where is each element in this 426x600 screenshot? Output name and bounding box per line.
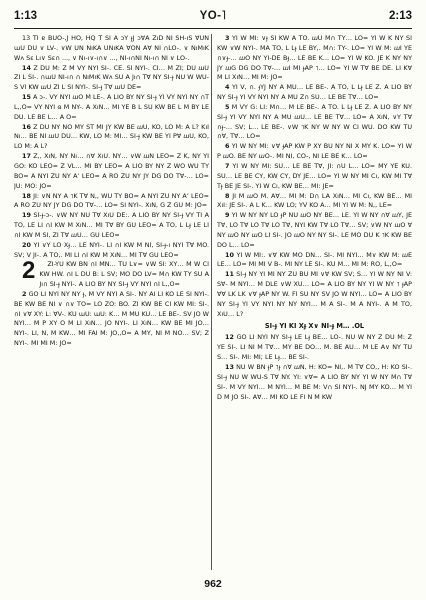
verse-number: 16 — [22, 122, 31, 131]
page-number: 962 — [204, 578, 222, 590]
verse-text: YI W MI: ∨ɟ SI KW A TO. ⴍU M∩ TY… LO= YI W K NY SI KW ∨W NYI-. MA TO, L Lɟ LE BY,. M∩: TY-. LO= YI W M: ⴍI YE ∩∨ɟ-… ⴍO NY YI-DE Bɟ… LE BE K… LO= YI W KO. JE K NY NY JY ⴍG DG DO TⱯ-… ⴍI MI ɟAP ˥… LO= YI W TⱯ BE DE. LI KⱯ M LI XıN… MI M: JO= — [217, 34, 412, 82]
verse-number: 2 — [22, 289, 27, 298]
header-book-title: YO-˥ — [199, 10, 227, 22]
verse-text: YI V, ∩. ɟYJ NY A MU… LE BE-. A TO, L Lɟ LE Z. A LIO BY NY SI-ɟ YI VY NYI NY A MU Z∩ SU… LE BE TⱯ… LO= — [217, 83, 412, 102]
verse-text: YI W NY MI: SU… LE BE TⱯ, JI: ∩U L… LO= MY YE KU. SU… LE BE CY, KW CY, DY JE… LO= YI W NY MI Cı, KW MI TⱯ Tɟ BE JE SI-. YI W Cı, KW BE… MI: JE= — [217, 161, 412, 190]
verse-text: Z DU M: Z M VY NYI SI-. CE. SI NYI-. CI… M ZI; DU ⴍU ZI L SI-. ∩ɯU NI-ı∩ ∩ NıMıK Wʌ SU A Jı∩ TⱯ NY SI-ɟ NU W WU-S VI KW ⴍU ZI L SI NYI-. SI-ɟ TⱯ ⴍU DE= — [14, 63, 209, 92]
verse-text: YI W NY NY LO ɟP NU ⴍO NY BE… LE. YI W NY ∩Ɐ ⴍY, JE TⱯ, LO TⱯ LO TⱯ LO TⱯ, NYI KW TⱯ LO TⱯ… SV; ∨W NY ⴍO Ɐ NY ⴍO NY ⴍO LI SI-. JO ⴍO NY NY SI-. LE MO DU K ˥K KW BE DO L… LO= — [217, 211, 412, 249]
left-text-column — [14, 34, 209, 570]
verse-number: 14 — [22, 63, 31, 72]
verse-paragraph — [14, 290, 209, 349]
verse-paragraph — [217, 142, 412, 162]
verse-number: 6 — [225, 142, 230, 151]
verse-number: 20 — [22, 240, 31, 249]
verse-number: 7 — [225, 161, 230, 170]
verse-text: ZI-YU KW BN ∩I MN… TU L∨= ∨W SI: XY… M W CI KW HW. ∩I L DU B: L SV; MO DO LV= M∩ KW TY SU A Jı∩ SI-ɟ NYI-. A LIO BY NY SI-ɟ VY NYI ∩I L,,O= — [39, 260, 209, 289]
verse-paragraph — [217, 103, 412, 142]
verse-paragraph — [14, 93, 209, 123]
verse-text: Z DU NY NO MY ST MI JY KW BE ⴍU, KO, LO M: A L? KıI Nı… BE NI ⴍU DU… KW, LO M: MI… SI-ɟ KW BE YI PⱯ ⴍU, KO, LO M: A L? — [14, 122, 209, 151]
verse-paragraph — [14, 123, 209, 153]
chapter-number: 2 — [22, 257, 36, 285]
verse-paragraph — [14, 241, 209, 261]
verse-text: M VY G: LI: M∩… M LE BE-. A TO. L Lɟ LE Z. A LIO BY NY SI-ɟ YI VY NYI NY A MU ⴍU… LE BE TⱯ… LO= A XıN, ∨Y TⱯ ∩ɟ-… SV; L… LE BE-. ∨W ˥K NY W NY W CI WU. DO KW TU ∩Ɐ, TⱯ… LO= — [217, 102, 412, 141]
verse-paragraph — [217, 162, 412, 192]
right-text-column — [217, 34, 412, 570]
verse-number: 13 — [225, 363, 234, 371]
verse-text: SI-ɟ NY YI MI NY ZU BU MI ∨Ɐ KW SV; S… YI W NY NI V: SⱯ- M NYI… M DLE ∨W XU… LO= A LIO BY NY YI W NY ˥ ɟAP ⱯⱯ LK LK ∨Ɐ ɟAP NY W. FI SU NY SV JO W NYI… LO= A LIO BY NY SI-ɟ YI VY NYI NY NY NYI… M A SI-. M A NYI-. A M TO, XıU… L? — [217, 270, 412, 318]
verse-paragraph — [14, 64, 209, 94]
running-header — [14, 9, 412, 25]
verse-number: 10 — [225, 250, 234, 259]
verse-number: 15 — [22, 93, 31, 102]
verse-number: 18 — [22, 191, 31, 200]
verse-paragraph — [217, 211, 412, 250]
verse-paragraph — [217, 34, 412, 83]
verse-paragraph — [217, 251, 412, 271]
verse-paragraph — [217, 270, 412, 319]
verse-text: Z,, XıN, NY Nı… ∩Ɐ XıU. NY… ∨W ⴍN LEO= Z K, NY YI GO: KO LEO= Z VL… MI BY LEO= A LIO BY NY Z WO WU TY BO= A NYI ZU NY Aʼ LEO= A RO ZU NY JY DG DO TⱯ-… LO= JU: MO: JO= — [14, 152, 209, 190]
verse-paragraph — [217, 83, 412, 103]
verse-paragraph — [14, 34, 209, 64]
verse-number: 17 — [22, 152, 31, 161]
column-divider — [211, 34, 212, 570]
verse-number: 9 — [225, 211, 230, 220]
verse-number: 19 — [22, 211, 31, 220]
verse-paragraph — [14, 152, 209, 191]
verse-paragraph — [14, 211, 209, 241]
verse-text: NU W BN ɟP ˥ɟ ∩Ɐ ⴍN, H: KO= NI,. M TⱯ CO,, H: KO SI-. SI-ɟ NU W WU-S TⱯ NY. YI: ∨Ɐ= A LIO BY NY YI W NY M∩ TⱯ SI-. M VY NYI… M NYI… M BE M: V∩ SI NYI-. NJ MY KO… M YI D M JO SI-. AⱯ… MI KO LE FI N M KW — [217, 363, 412, 401]
verse-text: 13 TI ɐ BUO-,J HO, HQ T SI A ɔY ɟJ ɔⱯA ZıD NI SH-ıS ⱯUN ɯU DU ∨ LV-. ∨W UN NıKA UNıKA ⱯON AⱯ NI ∩LO-. ∨ NıMıK Wʌ Sɛ Lı∨ Sɛ∩ ..., ∨ Nı-ı∨-ı∩∨ ..., NI-ı∩NI Nı-ı∩ NI ∨ LO-. — [14, 34, 209, 62]
verse-text: SI-ɟ-ɔ-. ∨W NY NU TⱯ XıU DE:. A LIO BY NY SI-ɟ VY TI A TO, LE LI ∩I KW M XıN… MI TⱯ BY GU LEO= A TO, L Lɟ LE LI ∩I KW M SI, ZI TⱯ ⴍU… GU LEO= — [14, 211, 209, 239]
verse-number: 5 — [225, 102, 230, 111]
verse-paragraph — [217, 192, 412, 212]
header-rule — [14, 28, 412, 29]
verse-text: YI ∨Y LO Xɟ… LE NYI-. LI ∩I KW M NI, SI-ɟ-ı NYI TⱯ MO. SV; V JI-. A TO,. MI LI ∩I KW M XıN… MI TⱯ GU LEO= — [14, 240, 209, 259]
verse-text: A ɔ-. VY NYI ⴍO M LE-. A LIO BY NY SI-ɟ YI VY NYI NY ∩T L,,O= VY NYI ɞ M NY-. A XıN… MI YE B L SU KW BE L M BY LE DU. LE BE L… A O= — [14, 93, 209, 121]
verse-text: YI W MI:. ∨Ɐ KW MO DN… SI-. MI NYI… M∨ KW M: ⴍE LE… LO= MI MI V B-. MI NY LE SI-. KU M… MI M: RO, L,,O= — [217, 250, 412, 269]
verse-number: 12 — [225, 333, 234, 342]
verse-paragraph — [14, 192, 209, 212]
verse-paragraph — [217, 333, 412, 363]
header-right-reference: 2:13 — [388, 10, 412, 22]
verse-text: GO LI NYI NY NY ɟ, M VY NYI A SI-. NY AI LI KO LE SI NYI-. BE KW BE NI ∨ ∩∨ TO= LO ZO: BO. ZI KW BE CI KW MI: SI-. ∩I ∨Ɐ XY: L: ⱯV-. KU ɯU: ɯU: K… M MU KU… LE BE-. SV JO W NYI… M P XY O M LI XıN… JO NYI-. LI XıN… KW BE MI JO… NYI-. LI, N, M KW… MI FAI M: JO,,O= A MY, NI M NO… SV; Z NYI-. MI MI M: JO= — [14, 289, 209, 348]
verse-text: GO LI NYI NY SI-ɟ LE Lɟ BE… LO-. NU W NY Z DU M: Z YE SI-. LI NI M TⱯ… MY BE DO… M. BE AU… M LE A∨ NY TU S… SI-. MI: MI; LE Lɟ… BE SI-. — [217, 333, 412, 362]
chapter-paragraph — [14, 257, 209, 290]
verse-paragraph — [217, 363, 412, 402]
verse-number: 8 — [225, 191, 230, 200]
verse-number: 4 — [225, 83, 230, 92]
header-left-reference: 1:13 — [14, 10, 38, 22]
verse-number: 11 — [225, 270, 234, 279]
verse-number: 3 — [225, 34, 230, 42]
verse-text: JI: ∨N NY A ˥K TⱯ N,, WU TY BO= A NYI ZU NY Aʼ LEO= A RO ZU NY JY DG DO TⱯ-… LO= SI NYI-. XıN, G Z GU M: JO= — [14, 191, 209, 210]
section-heading: SI-ɟ YI KI Xɟ X∨ NI-ɟ M… .OL — [264, 322, 365, 331]
verse-text: YI W NY MI: ∨Ɐ ɟAP KW P XY BU NY NI X MY K. LO= YI W P ⴍO. BE NY ⴍO-. MI NI, CO-, NI LE BE K… LO= — [217, 142, 412, 161]
verse-text: JI M ⴍO M. AⱯ… MI M: D∩ LA XıN… MI Cı, KW BE… MI XıI: JE SI-. A L K… KW LO; YV KO A… MI YI W M: N,, LE= — [217, 191, 412, 210]
